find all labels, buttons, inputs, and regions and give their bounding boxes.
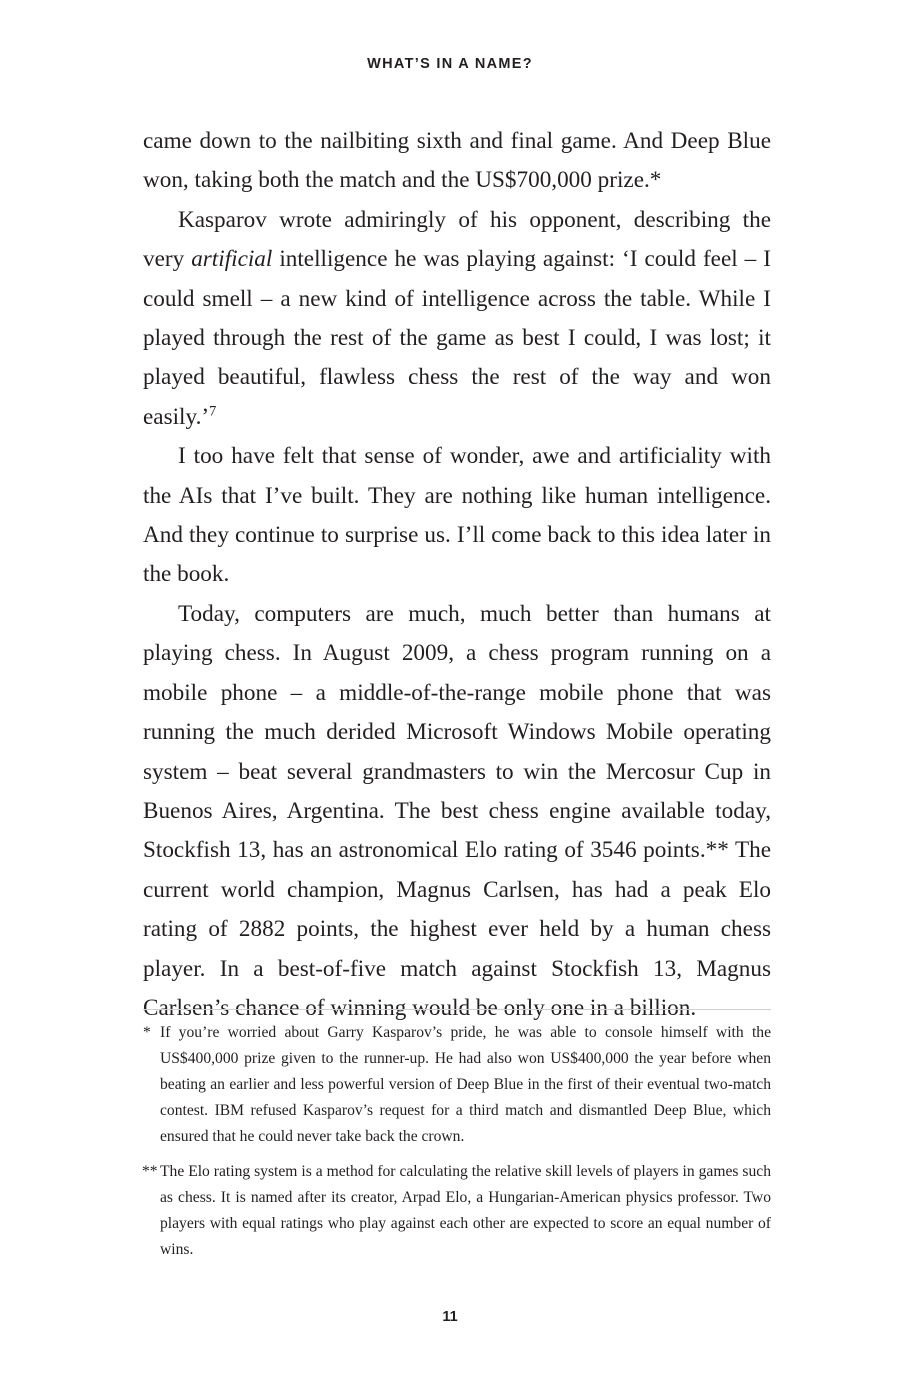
- page-number: 11: [442, 1309, 458, 1325]
- footnote-text: If you’re worried about Garry Kasparov’s pride, he was able to console himself with the US$400,000 prize given to the runner-up. He had also won US$400,000 the year before when beating an earlier and less powerful version of Deep Blue in the first of their eventual two-match contest. IBM refused Kasparov’s request for a third match and dismantled Deep Blue, which ensured that he could never take back the crown.: [160, 1024, 771, 1145]
- paragraph-wonder: [143, 437, 771, 595]
- paragraph-text: I too have felt that sense of wonder, awe and artificiality with the AIs that I’ve built. They are nothing like human intelligence. And they continue to surprise us. I’ll come back to this idea later in the book.: [143, 443, 771, 588]
- footnote-divider: [143, 1009, 771, 1010]
- italic-word: artificial: [191, 246, 273, 273]
- paragraph-today: [143, 595, 771, 1028]
- body-text: [143, 122, 771, 1028]
- paragraph-text: came down to the nailbiting sixth and final game. And Deep Blue won, taking both the match and the US$700,000 prize.*: [143, 128, 771, 194]
- footnote-item: [143, 1020, 771, 1150]
- footnote-mark: **: [142, 1163, 158, 1180]
- footnote-mark: *: [143, 1024, 151, 1041]
- footnote-item: [143, 1159, 771, 1263]
- footnotes: [143, 1020, 771, 1272]
- paragraph-text: Today, computers are much, much better than humans at playing chess. In August 2009, a chess program running on a mobile phone – a middle-of-the-range mobile phone that was running the much derided Microsoft Windows Mobile operating system – beat several grandmasters to win the Mercosur Cup in Buenos Aires, Argentina. The best chess engine available today, Stockfish 13, has an astronomical Elo rating of 3546 points.** The current world champion, Magnus Carlsen, has had a peak Elo rating of 2882 points, the highest ever held by a human chess player. In a best-of-five match against Stockfish 13, Magnus Carlsen’s chance of winning would be only one in a billion.: [143, 600, 771, 1021]
- running-head: WHAT’S IN A NAME?: [367, 56, 533, 72]
- paragraph-kasparov-quote: [143, 201, 771, 437]
- endnote-marker: 7: [209, 403, 217, 420]
- paragraph-text: intelligence he was playing against: ‘I could feel – I could smell – a new kind of intelligence across the table. While I played through the rest of the game as best I could, I was lost; it played beautiful, flawless chess the rest of the way and won easily.’: [143, 246, 771, 430]
- paragraph-continuation: [143, 122, 771, 201]
- footnote-text: The Elo rating system is a method for calculating the relative skill levels of players in games such as chess. It is named after its creator, Arpad Elo, a Hungarian-American physics professor. Two players with equal ratings who play against each other are expected to score an equal number of wins.: [160, 1163, 771, 1258]
- paragraph-text: Kasparov wrote admiringly of his opponent, describing the very: [143, 206, 771, 273]
